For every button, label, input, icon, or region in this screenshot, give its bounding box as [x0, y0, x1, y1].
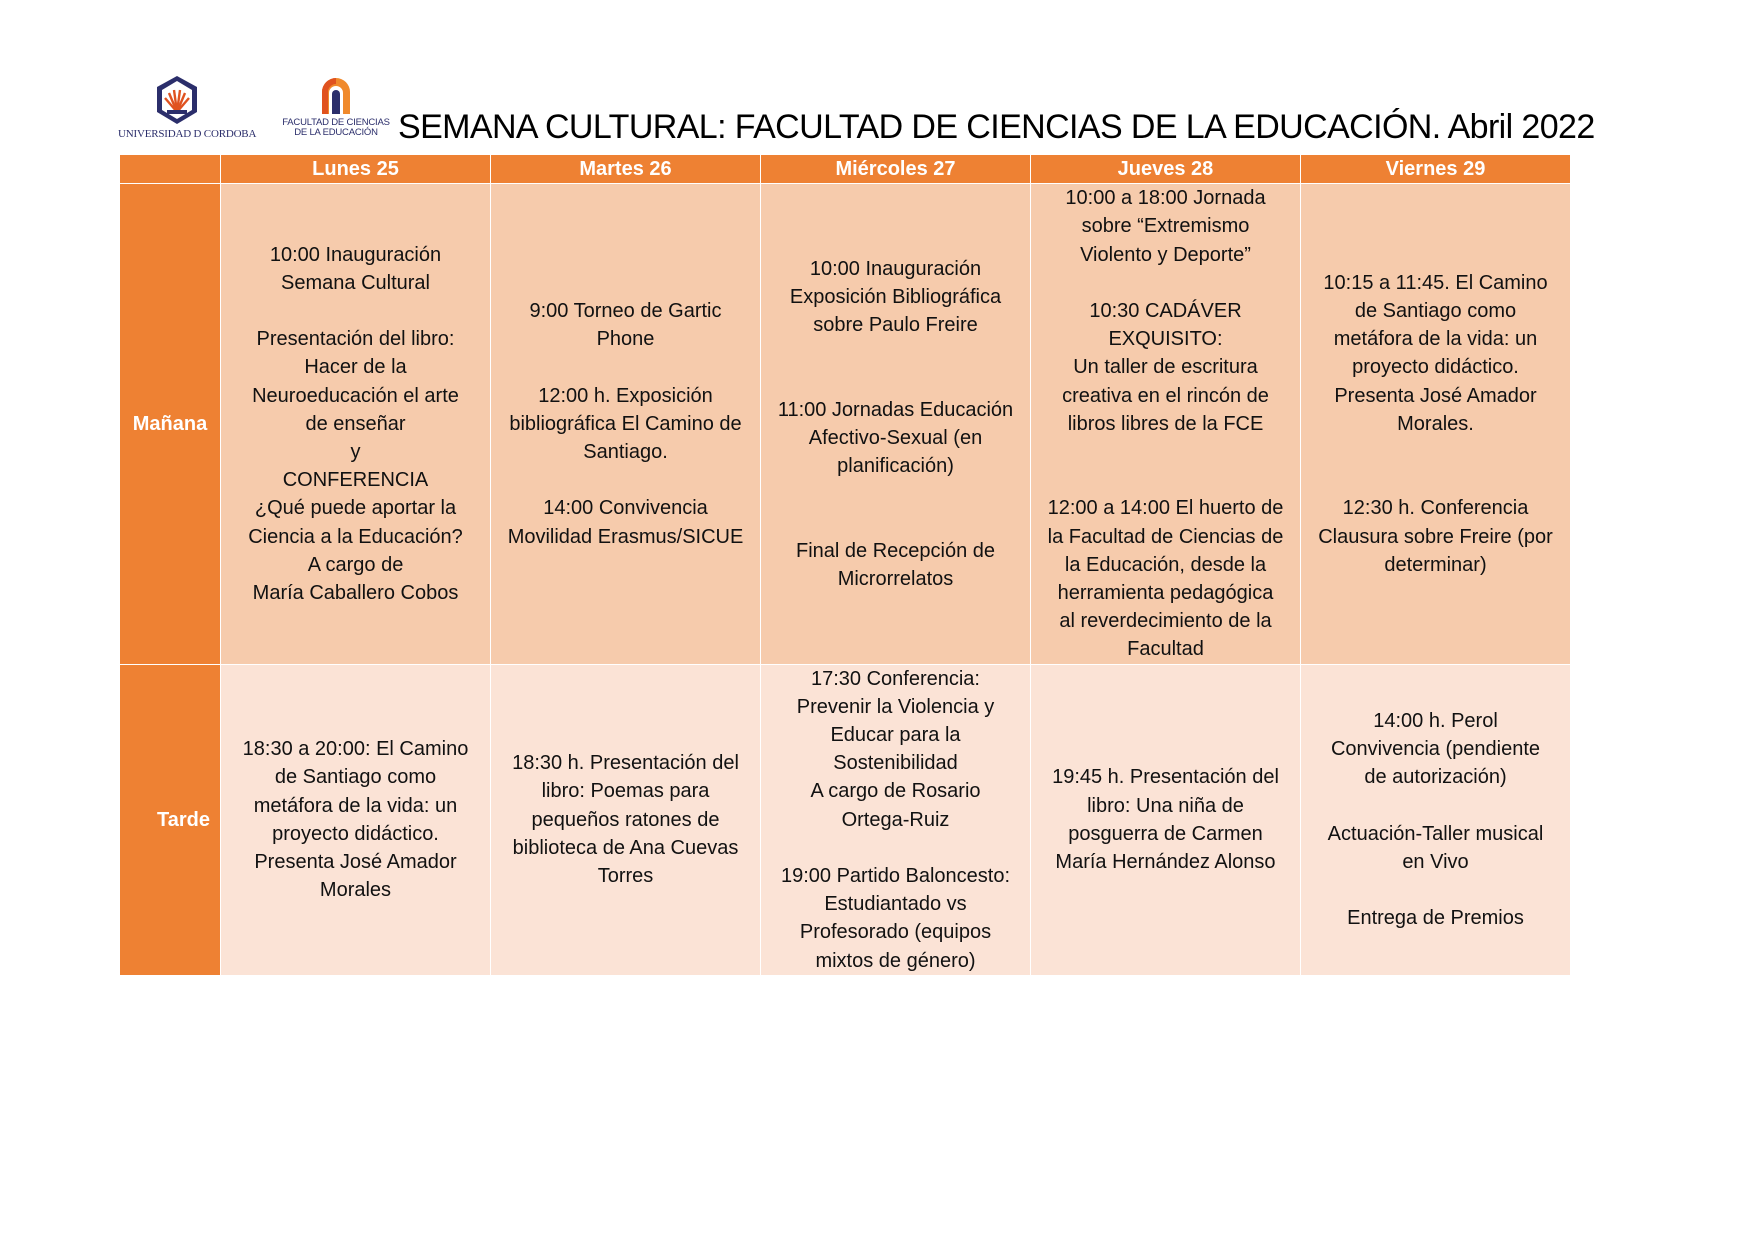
schedule-cell: 10:15 a 11:45. El Camino de Santiago como metáfora de la vida: un proyecto didáctico. Presenta José Amador Morales. 12:30 h. Conferencia Clausura sobre Freire (por determinar)	[1301, 184, 1571, 664]
uco-caption: UNIVERSIDAD D CORDOBA	[118, 128, 257, 140]
schedule-cell: 19:45 h. Presentación del libro: Una niña de posguerra de Carmen María Hernández Alonso	[1031, 664, 1301, 975]
fce-caption-line2: DE LA EDUCACIÓN	[294, 127, 378, 138]
fce-caption-line1: FACULTAD DE CIENCIAS	[282, 117, 390, 128]
schedule-cell: 18:30 a 20:00: El Camino de Santiago como metáfora de la vida: un proyecto didáctico. Presenta José Amador Morales	[221, 664, 491, 975]
header-row	[120, 155, 1571, 184]
schedule-table	[119, 154, 1571, 976]
morning-row	[120, 184, 1571, 664]
day-header: Jueves 28	[1031, 155, 1301, 184]
schedule-cell: 14:00 h. Perol Convivencia (pendiente de autorización) Actuación-Taller musical en Vivo Entrega de Premios	[1301, 664, 1571, 975]
page-title: SEMANA CULTURAL: FACULTAD DE CIENCIAS DE LA EDUCACIÓN. Abril 2022	[398, 108, 1595, 146]
schedule-cell: 10:00 Inauguración Exposición Bibliográfica sobre Paulo Freire 11:00 Jornadas Educación Afectivo-Sexual (en planificación) Final de Recepción de Microrrelatos	[761, 184, 1031, 664]
schedule-cell: 10:00 Inauguración Semana Cultural Presentación del libro: Hacer de la Neuroeducación el arte de enseñar y CONFERENCIA ¿Qué puede aportar la Ciencia a la Educación? A cargo de María Caballero Cobos	[221, 184, 491, 664]
schedule-cell: 10:00 a 18:00 Jornada sobre “Extremismo Violento y Deporte” 10:30 CADÁVER EXQUISITO: Un taller de escritura creativa en el rincón de libros libres de la FCE 12:00 a 14:00 El huerto de la Facultad de Ciencias de la Educación, desde la herramienta pedagógica al reverdecimiento de la Facultad	[1031, 184, 1301, 664]
schedule-cell: 17:30 Conferencia: Prevenir la Violencia y Educar para la Sostenibilidad A cargo de Rosario Ortega-Ruiz 19:00 Partido Baloncesto: Estudiantado vs Profesorado (equipos mixtos de género)	[761, 664, 1031, 975]
schedule-cell: 18:30 h. Presentación del libro: Poemas para pequeños ratones de biblioteca de Ana Cuevas Torres	[491, 664, 761, 975]
uco-logo	[118, 74, 257, 146]
day-header: Miércoles 27	[761, 155, 1031, 184]
uco-crest-icon	[153, 74, 201, 126]
fce-logo	[278, 74, 394, 146]
day-header: Viernes 29	[1301, 155, 1571, 184]
day-header: Martes 26	[491, 155, 761, 184]
day-header: Lunes 25	[221, 155, 491, 184]
row-label-afternoon: Tarde	[120, 664, 221, 975]
row-label-morning: Mañana	[120, 184, 221, 664]
fce-caption	[278, 118, 394, 138]
afternoon-row	[120, 664, 1571, 975]
schedule-cell: 9:00 Torneo de Gartic Phone 12:00 h. Exposición bibliográfica El Camino de Santiago. 14:00 Convivencia Movilidad Erasmus/SICUE	[491, 184, 761, 664]
corner-cell	[120, 155, 221, 184]
fce-arch-icon	[316, 74, 356, 116]
